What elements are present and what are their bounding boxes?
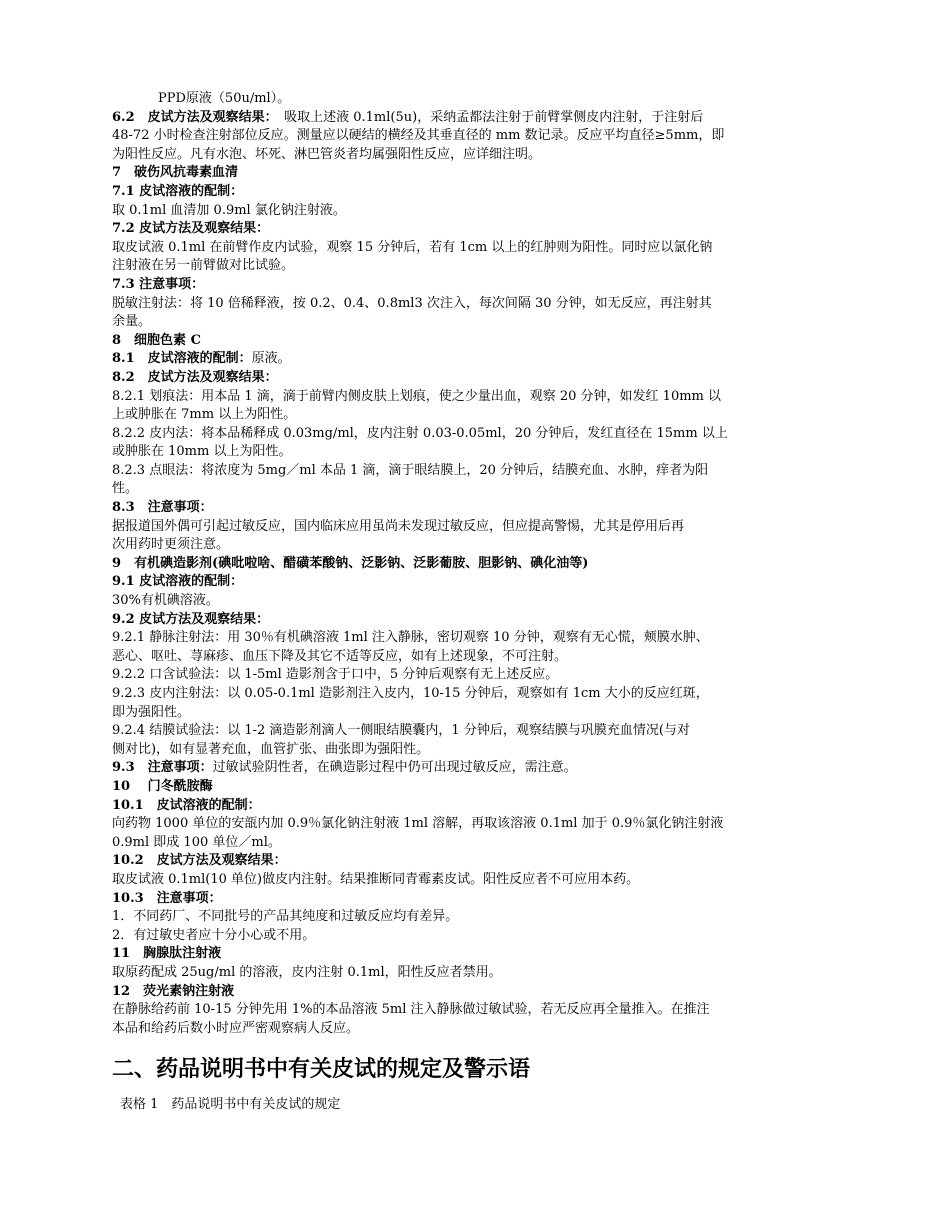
text-line (112, 462, 842, 481)
text-line (112, 127, 842, 146)
text-line (112, 964, 842, 983)
section-title: 二、药品说明书中有关皮试的规定及警示语 (112, 1057, 531, 1083)
body-text: 8.2.2 皮内法：将本品稀释成 0.03mg/ml，皮内注射 0.03-0.05ml，20 分钟后，发红直径在 15mm 以上 (112, 425, 728, 441)
heading-text: 9.2 皮试方法及观察结果： (112, 611, 270, 627)
heading-text: 7 破伤风抗毒素血清 (112, 165, 239, 181)
heading-line (112, 332, 842, 351)
body-text: 在静脉给药前 10-15 分钟先用 1%的本品溶液 5ml 注入静脉做过敏试验，若无反应再全量推入。在推注 (112, 1002, 710, 1018)
text-line (112, 685, 842, 704)
heading-line (112, 499, 842, 518)
heading-line (112, 109, 842, 128)
text-line (112, 443, 842, 462)
text-line (112, 90, 842, 109)
body-text: 或肿胀在 10mm 以上为阳性。 (112, 444, 292, 460)
text-line (112, 536, 842, 555)
heading-text: 8 细胞色素 C (112, 332, 201, 348)
body-text: 9.2.1 静脉注射法：用 30％有机碘溶液 1ml 注入静脉，密切观察 10 分钟，观察有无心慌，颊膜水肿、 (112, 630, 709, 646)
text-line (112, 927, 842, 946)
text-line (112, 815, 842, 834)
heading-text: 12 荧光素钠注射液 (112, 983, 235, 999)
heading-text: 9 有机碘造影剂(碘吡啦啥、醋磺苯酸钠、泛影钠、泛影葡胺、胆影钠、碘化油等) (112, 555, 589, 571)
text-line (112, 871, 842, 890)
body-text: 上或肿胀在 7mm 以上为阳性。 (112, 407, 297, 423)
body-text: PPD原液（50u/ml）。 (158, 91, 291, 106)
heading-text: 10.3 注意事项： (112, 890, 222, 906)
heading-text: 10.2 皮试方法及观察结果： (112, 853, 287, 869)
body-text: 30%有机碘溶液。 (112, 593, 219, 609)
text-line (112, 518, 842, 537)
text-line (112, 480, 842, 499)
document-page (112, 90, 842, 1114)
body-text: 2．有过敏史者应十分小心或不用。 (112, 927, 316, 943)
text-line (112, 629, 842, 648)
heading-line (112, 611, 842, 630)
text-line (112, 592, 842, 611)
text-line (112, 704, 842, 723)
heading-line (112, 369, 842, 388)
heading-line (112, 350, 842, 369)
heading-text: 7.2 皮试方法及观察结果： (112, 221, 270, 237)
body-text: 9.2.3 皮内注射法：以 0.05-0.1ml 造影剂注入皮内，10-15 分钟后，观察如有 1cm 大小的反应红斑， (112, 686, 709, 701)
heading-text: 9.1 皮试溶液的配制： (112, 574, 244, 590)
heading-line (112, 276, 842, 295)
body-text: 侧对比)，如有显著充血，血管扩张、曲张即为强阳性。 (112, 741, 430, 757)
heading-line (112, 852, 842, 871)
heading-line (112, 759, 842, 778)
heading-line (112, 945, 842, 964)
heading-line (112, 983, 842, 1002)
text-line (112, 239, 842, 258)
text-line (112, 425, 842, 444)
body-text: 过敏试验阴性者，在碘造影过程中仍可出现过敏反应，需注意。 (212, 760, 577, 776)
body-text: 48-72 小时检查注射部位反应。测量应以硬结的横经及其垂直径的 mm 数记录。反应平均直径≥5mm，即 (112, 128, 725, 144)
text-line (112, 146, 842, 165)
body-text: 取原药配成 25ug/ml 的溶液，皮内注射 0.1ml，阳性反应者禁用。 (112, 964, 502, 980)
heading-text: 9.3 注意事项： (112, 760, 213, 776)
text-line (112, 1001, 842, 1020)
document-body (112, 90, 842, 1038)
heading-line (112, 220, 842, 239)
body-text: 性。 (112, 481, 139, 497)
text-line (112, 722, 842, 741)
text-line (112, 666, 842, 685)
text-line (112, 257, 842, 276)
heading-text: 8.1 皮试溶液的配制： (112, 351, 252, 367)
body-text: 本品和给药后数小时应严密观察病人反应。 (112, 1020, 360, 1036)
text-line (112, 202, 842, 221)
body-text: 向药物 1000 单位的安瓿内加 0.9％氯化钠注射液 1ml 溶解，再取该溶液 0.1ml 加于 0.9％氯化钠注射液 (112, 816, 724, 832)
heading-text: 6.2 皮试方法及观察结果： (112, 109, 272, 125)
text-line (112, 313, 842, 332)
text-line (112, 648, 842, 667)
body-text: 次用药时更须注意。 (112, 537, 230, 553)
body-text: 9.2.4 结膜试验法：以 1-2 滴造影剂滴人一侧眼结膜囊内，1 分钟后，观察结膜与巩膜充血情况(与对 (112, 723, 690, 739)
body-text: 取 0.1ml 血清加 0.9ml 氯化钠注射液。 (112, 202, 346, 218)
body-text: 即为强阳性。 (112, 704, 191, 720)
body-text: 为阳性反应。凡有水泡、坏死、淋巴管炎者均属强阳性反应，应详细注明。 (112, 146, 542, 162)
text-line (112, 741, 842, 760)
body-text: 吸取上述液 0.1ml(5u)，采纳孟都法注射于前臂掌侧皮内注射，于注射后 (271, 109, 704, 125)
text-line (112, 406, 842, 425)
body-text: 9.2.2 口含试验法：以 1-5ml 造影剂含于口中，5 分钟后观察有无上述反应。 (112, 667, 559, 683)
heading-text: 7.1 皮试溶液的配制： (112, 183, 244, 199)
body-text: 0.9ml 即成 100 单位／ml。 (112, 834, 281, 850)
text-line (112, 1020, 842, 1039)
heading-line (112, 573, 842, 592)
heading-text: 7.3 注意事项： (112, 276, 205, 292)
heading-line (112, 555, 842, 574)
text-line (112, 295, 842, 314)
text-line (112, 908, 842, 927)
body-text: 1．不同药厂、不同批号的产品其纯度和过敏反应均有差异。 (112, 909, 459, 925)
text-line (112, 834, 842, 853)
heading-text: 10.1 皮试溶液的配制： (112, 797, 261, 813)
body-text: 注射液在另一前臂做对比试验。 (112, 258, 295, 274)
table-caption: 表格 1 药品说明书中有关皮试的规定 (120, 1097, 341, 1113)
body-text: 恶心、呕吐、荨麻疹、血压下降及其它不适等反应，如有上述现象，不可注射。 (112, 648, 568, 664)
body-text: 原液。 (251, 351, 291, 367)
heading-line (112, 183, 842, 202)
body-text: 据报道国外偶可引起过敏反应，国内临床应用虽尚未发现过敏反应，但应提高警惕，尤其是停用后再 (112, 518, 685, 534)
heading-line (112, 797, 842, 816)
heading-text: 11 胸腺肽注射液 (112, 946, 222, 962)
heading-line (112, 778, 842, 797)
text-line (112, 388, 842, 407)
body-text: 取皮试液 0.1ml(10 单位)做皮内注射。结果推断同青霉素皮试。阳性反应者不可应用本药。 (112, 871, 640, 887)
body-text: 余量。 (112, 314, 152, 330)
heading-text: 10 门冬酰胺酶 (112, 778, 213, 794)
body-text: 脱敏注射法：将 10 倍稀释液，按 0.2、0.4、0.8ml3 次注入，每次间隔 30 分钟，如无反应，再注射其 (112, 295, 712, 311)
body-text: 取皮试液 0.1ml 在前臂作皮内试验，观察 15 分钟后，若有 1cm 以上的红肿则为阳性。同时应以氯化钠 (112, 239, 713, 255)
heading-text: 8.3 注意事项： (112, 500, 213, 516)
body-text: 8.2.1 划痕法：用本品 1 滴，滴于前臂内侧皮肤上划痕，使之少量出血，观察 20 分钟，如发红 10mm 以 (112, 388, 722, 404)
heading-text: 8.2 皮试方法及观察结果： (112, 369, 278, 385)
heading-line (112, 890, 842, 909)
heading-line (112, 164, 842, 183)
body-text: 8.2.3 点眼法：将浓度为 5mg／ml 本品 1 滴，滴于眼结膜上，20 分钟后，结膜充血、水肿，痒者为阳 (112, 462, 709, 478)
